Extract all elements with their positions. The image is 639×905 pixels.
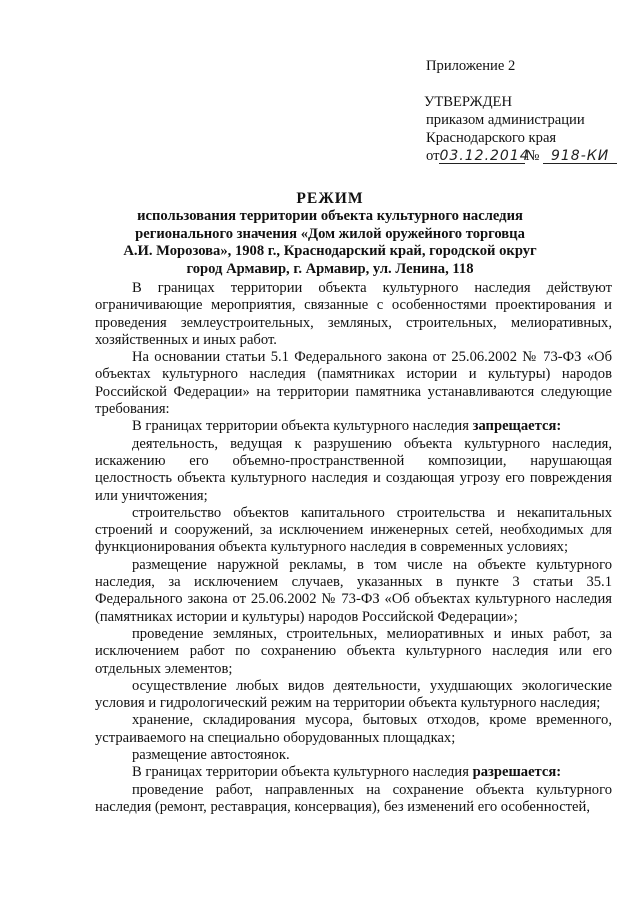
list-item-prohibited-6: хранение, складирования мусора, бытовых отходов, кроме временного, устраиваемого на специально оборудованных площадках; — [95, 712, 612, 746]
list-item-prohibited-3: размещение наружной рекламы, в том числе на объекте культурного наследия, за исключением случаев, указанных в пункте 3 статьи 35.1 Федерального закона от 25.06.2002 № 73-ФЗ «Об объектах культурного наследия (памятниках истории и культуры) народов Российской Федерации»; — [95, 556, 612, 625]
paragraph-legal-basis: На основании статьи 5.1 Федерального закона от 25.06.2002 № 73-ФЗ «Об объектах культурного наследия (памятниках истории и культуры) народов Российской Федерации» на территории памятника устанавливаются следующие требования: — [95, 349, 612, 418]
prohibited-keyword: запрещается: — [472, 418, 562, 435]
prohibited-lead-text: В границах территории объекта культурного наследия — [132, 418, 473, 435]
heading-line-4: город Армавир, г. Армавир, ул. Ленина, 118 — [186, 260, 474, 277]
order-date-number-line — [426, 147, 631, 165]
allowed-lead-text: В границах территории объекта культурного наследия — [132, 764, 473, 781]
allowed-keyword: разрешается: — [472, 764, 562, 781]
list-item-prohibited-7: размещение автостоянок. — [132, 747, 290, 764]
paragraph-restrictions-intro: В границах территории объекта культурного наследия действуют ограничивающие мероприятия, связанные с особенностями проектирования и проведения землеустроительных, земляных, строительных, мелиоративных, хозяйственных и иных работ. — [95, 280, 612, 348]
handwritten-date: 03.12.2014 — [439, 148, 530, 164]
appendix-label: Приложение 2 — [426, 58, 516, 74]
approval-block — [426, 57, 631, 165]
heading-line-1: использования территории объекта культурного наследия — [137, 208, 523, 224]
approved-by-line: приказом администрации — [426, 112, 585, 128]
number-sign: № — [525, 148, 540, 164]
list-item-allowed-1: проведение работ, направленных на сохранение объекта культурного наследия (ремонт, реставрация, консервация), без изменений его особенностей, — [95, 781, 612, 815]
document-body — [95, 280, 612, 816]
list-item-prohibited-5: осуществление любых видов деятельности, ухудшающих экологические условия и гидрологический режим на территории объекта культурного наследия; — [95, 677, 612, 712]
date-prefix: от — [426, 148, 440, 164]
handwritten-number: 918-КИ — [543, 149, 617, 164]
list-item-prohibited-2: строительство объектов капитального строительства и некапитальных строений и сооружений, за исключением инженерных сетей, необходимых для функционирования объекта культурного наследия в современных условиях; — [95, 504, 612, 556]
approved-region-line: Краснодарского края — [426, 130, 557, 146]
paragraph-allowed-heading — [95, 764, 612, 781]
heading-line-3: А.И. Морозова», 1908 г., Краснодарский край, городской округ — [123, 243, 537, 259]
list-item-prohibited-1: деятельность, ведущая к разрушению объекта культурного наследия, искажению его объемно-пространственной композиции, нарушающая целостность объекта культурного наследия и создающая угрозу его повреждения или уничтожения; — [95, 435, 612, 504]
document-heading — [90, 190, 570, 278]
list-item-prohibited-4: проведение земляных, строительных, мелиоративных и иных работ, за исключением работ по сохранению объекта культурного наследия или его отдельных элементов; — [95, 625, 612, 677]
approved-label: УТВЕРЖДЕН — [424, 94, 512, 110]
paragraph-prohibited-heading — [95, 418, 612, 435]
heading-line-2: регионального значения «Дом жилой оружейного торговца — [135, 225, 525, 242]
document-title: РЕЖИМ — [296, 190, 364, 207]
